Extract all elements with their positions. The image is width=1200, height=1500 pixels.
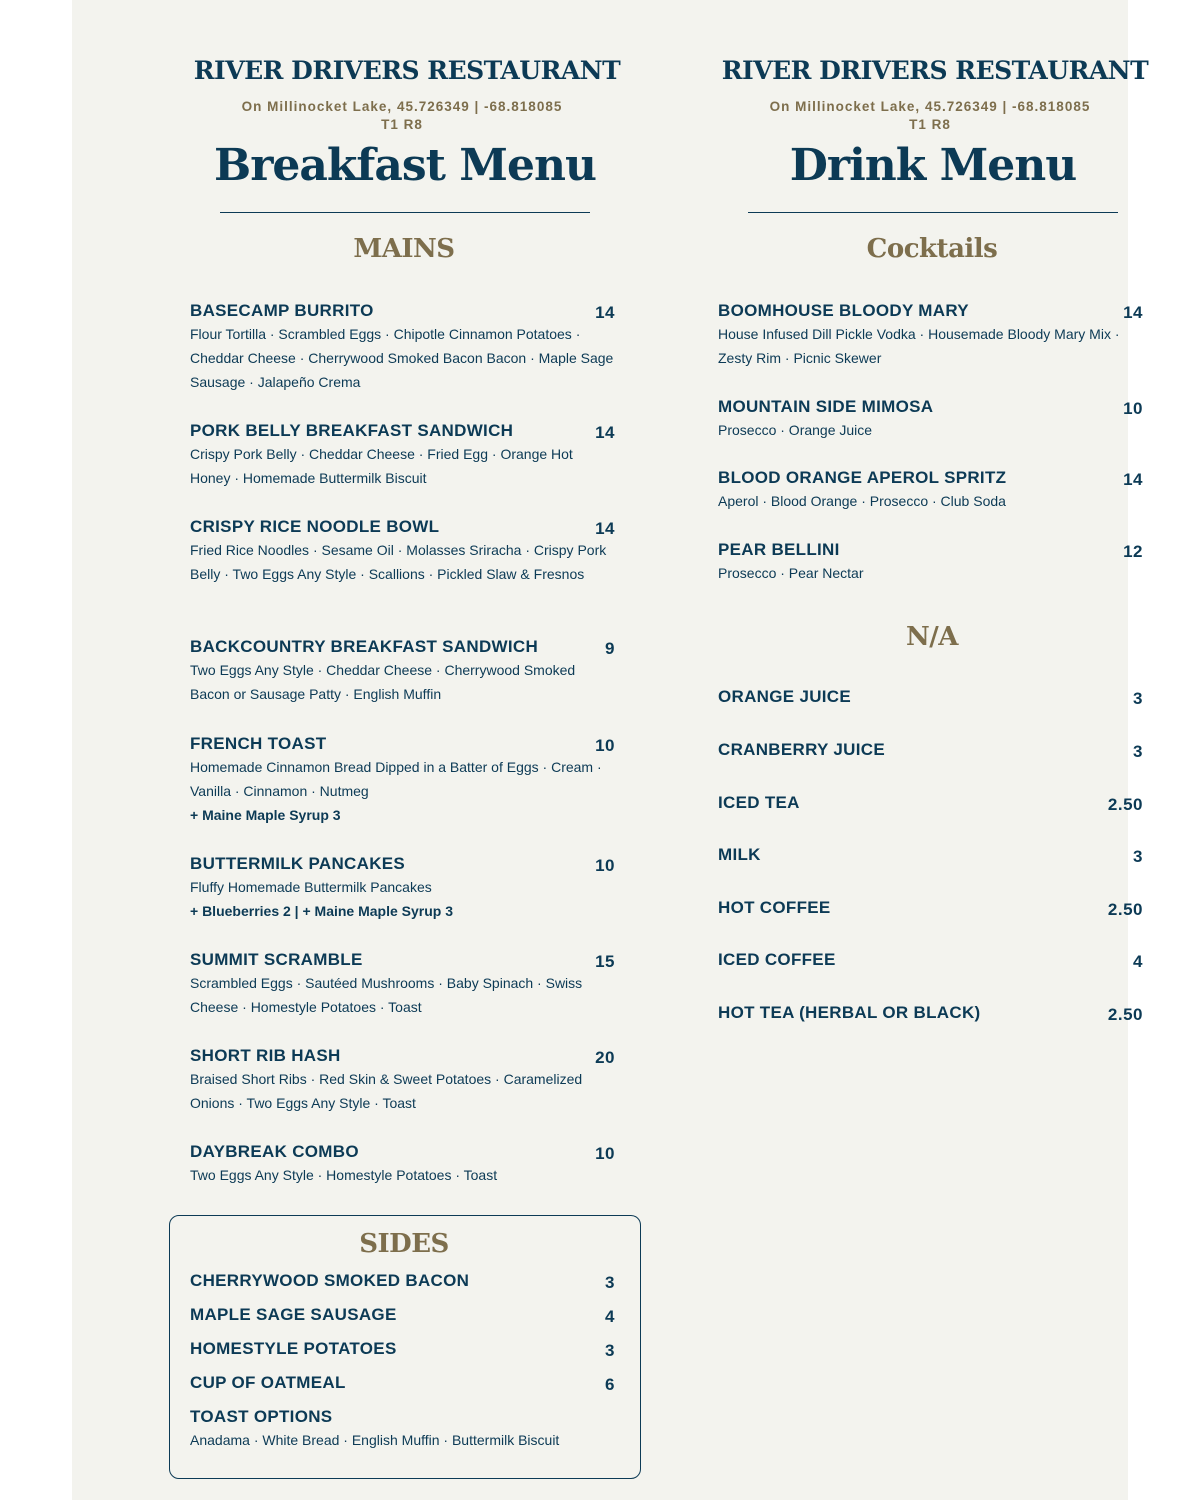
menu-item bbox=[190, 301, 615, 394]
menu-item bbox=[190, 517, 615, 586]
item-name: CUP OF OATMEAL bbox=[190, 1373, 346, 1392]
item-price: 9 bbox=[605, 639, 615, 658]
item-name: PEAR BELLINI bbox=[718, 540, 840, 559]
menu-item bbox=[718, 687, 1143, 707]
item-description: Fried Rice Noodles · Sesame Oil · Molasses Sriracha · Crispy Pork Belly · Two Eggs Any Style · Scallions · Pickled Slaw & Fresnos bbox=[190, 542, 607, 582]
menu-item bbox=[190, 1373, 615, 1393]
item-price: 12 bbox=[1123, 542, 1143, 561]
menu-item bbox=[190, 950, 615, 1019]
item-name: ORANGE JUICE bbox=[718, 687, 852, 706]
menu-item bbox=[190, 1046, 615, 1115]
item-name: CRANBERRY JUICE bbox=[718, 740, 885, 759]
menu-item bbox=[190, 421, 615, 490]
item-price: 14 bbox=[1123, 303, 1143, 322]
menu-page bbox=[72, 0, 1149, 1500]
item-name: SHORT RIB HASH bbox=[190, 1046, 341, 1065]
item-description: Crispy Pork Belly · Cheddar Cheese · Fried Egg · Orange Hot Honey · Homemade Buttermilk Biscuit bbox=[190, 446, 573, 486]
drink-menu bbox=[700, 0, 1170, 1500]
section-heading-sides: SIDES bbox=[359, 1229, 449, 1259]
divider bbox=[748, 212, 1118, 213]
item-name: BASECAMP BURRITO bbox=[190, 301, 374, 320]
menu-item bbox=[718, 397, 1143, 442]
item-price: 10 bbox=[595, 856, 615, 875]
item-price: 3 bbox=[1133, 689, 1143, 708]
item-price: 3 bbox=[1133, 742, 1143, 761]
menu-item bbox=[718, 950, 1143, 970]
menu-item bbox=[190, 637, 615, 706]
item-name: BUTTERMILK PANCAKES bbox=[190, 854, 406, 873]
item-price: 3 bbox=[605, 1341, 615, 1360]
menu-item bbox=[718, 468, 1143, 513]
restaurant-name: RIVER DRIVERS RESTAURANT bbox=[721, 56, 1149, 85]
menu-item bbox=[190, 734, 615, 827]
item-description: Prosecco · Pear Nectar bbox=[718, 565, 864, 581]
item-name: MILK bbox=[718, 845, 761, 864]
page-title: Breakfast Menu bbox=[214, 140, 596, 191]
location-line: T1 R8 bbox=[909, 117, 951, 132]
item-name: SUMMIT SCRAMBLE bbox=[190, 950, 363, 969]
item-description: Fluffy Homemade Buttermilk Pancakes bbox=[190, 879, 432, 895]
item-name: ICED COFFEE bbox=[718, 950, 836, 969]
item-name: HOT TEA (HERBAL OR BLACK) bbox=[718, 1003, 981, 1022]
item-description: Anadama · White Bread · English Muffin · Buttermilk Biscuit bbox=[190, 1432, 560, 1448]
section-heading-mains: MAINS bbox=[353, 234, 455, 264]
item-name: ICED TEA bbox=[718, 793, 800, 812]
item-name: DAYBREAK COMBO bbox=[190, 1142, 359, 1161]
item-price: 4 bbox=[605, 1307, 615, 1326]
item-price: 4 bbox=[1133, 952, 1143, 971]
item-description: Flour Tortilla · Scrambled Eggs · Chipotle Cinnamon Potatoes · Cheddar Cheese · Cherrywood Smoked Bacon Bacon · Maple Sage Sausage · Jalapeño Crema bbox=[190, 326, 614, 390]
item-name: MOUNTAIN SIDE MIMOSA bbox=[718, 397, 934, 416]
menu-item bbox=[190, 1271, 615, 1291]
item-description: Prosecco · Orange Juice bbox=[718, 422, 873, 438]
menu-item bbox=[718, 1003, 1143, 1023]
menu-item bbox=[718, 845, 1143, 865]
item-price: 2.50 bbox=[1107, 1005, 1143, 1024]
item-name: BLOOD ORANGE APEROL SPRITZ bbox=[718, 468, 1007, 487]
item-price: 3 bbox=[1133, 847, 1143, 866]
location bbox=[700, 98, 1160, 134]
location-line: On Millinocket Lake, 45.726349 | -68.818085 bbox=[769, 99, 1091, 114]
item-price: 14 bbox=[595, 423, 615, 442]
item-price: 2.50 bbox=[1107, 795, 1143, 814]
item-price: 6 bbox=[605, 1375, 615, 1394]
section-heading-na: N/A bbox=[906, 622, 958, 652]
location-line: T1 R8 bbox=[381, 117, 423, 132]
menu-item bbox=[718, 540, 1143, 585]
section-heading-cocktails: Cocktails bbox=[866, 234, 998, 264]
menu-item bbox=[190, 1142, 615, 1187]
item-description: Two Eggs Any Style · Cheddar Cheese · Cherrywood Smoked Bacon or Sausage Patty · English Muffin bbox=[190, 662, 576, 702]
item-name: TOAST OPTIONS bbox=[190, 1407, 333, 1426]
item-price: 14 bbox=[1123, 470, 1143, 489]
item-price: 2.50 bbox=[1107, 900, 1143, 919]
menu-item bbox=[718, 898, 1143, 918]
menu-item bbox=[190, 854, 615, 923]
menu-item bbox=[190, 1339, 615, 1359]
page-title: Drink Menu bbox=[789, 140, 1077, 191]
item-description: Scrambled Eggs · Sautéed Mushrooms · Baby Spinach · Swiss Cheese · Homestyle Potatoes · Toast bbox=[190, 975, 583, 1015]
item-name: HOT COFFEE bbox=[718, 898, 831, 917]
item-name: PORK BELLY BREAKFAST SANDWICH bbox=[190, 421, 514, 440]
menu-item bbox=[718, 793, 1143, 813]
item-price: 14 bbox=[595, 519, 615, 538]
item-price: 10 bbox=[595, 736, 615, 755]
item-price: 3 bbox=[605, 1273, 615, 1292]
item-name: BOOMHOUSE BLOODY MARY bbox=[718, 301, 969, 320]
item-description: Aperol · Blood Orange · Prosecco · Club Soda bbox=[718, 493, 1006, 509]
item-description: Homemade Cinnamon Bread Dipped in a Batter of Eggs · Cream · Vanilla · Cinnamon · Nutmeg bbox=[190, 759, 602, 799]
item-name: MAPLE SAGE SAUSAGE bbox=[190, 1305, 397, 1324]
item-addon: + Maine Maple Syrup 3 bbox=[190, 807, 341, 823]
item-name: CRISPY RICE NOODLE BOWL bbox=[190, 517, 440, 536]
item-price: 15 bbox=[595, 952, 615, 971]
item-description: Two Eggs Any Style · Homestyle Potatoes · Toast bbox=[190, 1167, 498, 1183]
menu-item bbox=[190, 1305, 615, 1325]
breakfast-menu bbox=[172, 0, 642, 1500]
location-line: On Millinocket Lake, 45.726349 | -68.818085 bbox=[241, 99, 563, 114]
item-price: 10 bbox=[1123, 399, 1143, 418]
divider bbox=[220, 212, 590, 213]
item-description: Braised Short Ribs · Red Skin & Sweet Potatoes · Caramelized Onions · Two Eggs Any Style · Toast bbox=[190, 1071, 583, 1111]
item-description: House Infused Dill Pickle Vodka · Housemade Bloody Mary Mix · Zesty Rim · Picnic Skewer bbox=[718, 326, 1120, 366]
restaurant-name: RIVER DRIVERS RESTAURANT bbox=[193, 56, 621, 85]
menu-item bbox=[718, 740, 1143, 760]
item-name: FRENCH TOAST bbox=[190, 734, 327, 753]
item-price: 10 bbox=[595, 1144, 615, 1163]
item-addon: + Blueberries 2 | + Maine Maple Syrup 3 bbox=[190, 903, 454, 919]
item-name: BACKCOUNTRY BREAKFAST SANDWICH bbox=[190, 637, 539, 656]
item-price: 14 bbox=[595, 303, 615, 322]
menu-item bbox=[718, 301, 1143, 370]
item-name: CHERRYWOOD SMOKED BACON bbox=[190, 1271, 470, 1290]
item-name: HOMESTYLE POTATOES bbox=[190, 1339, 397, 1358]
location bbox=[172, 98, 632, 134]
menu-item bbox=[190, 1407, 615, 1452]
item-price: 20 bbox=[595, 1048, 615, 1067]
